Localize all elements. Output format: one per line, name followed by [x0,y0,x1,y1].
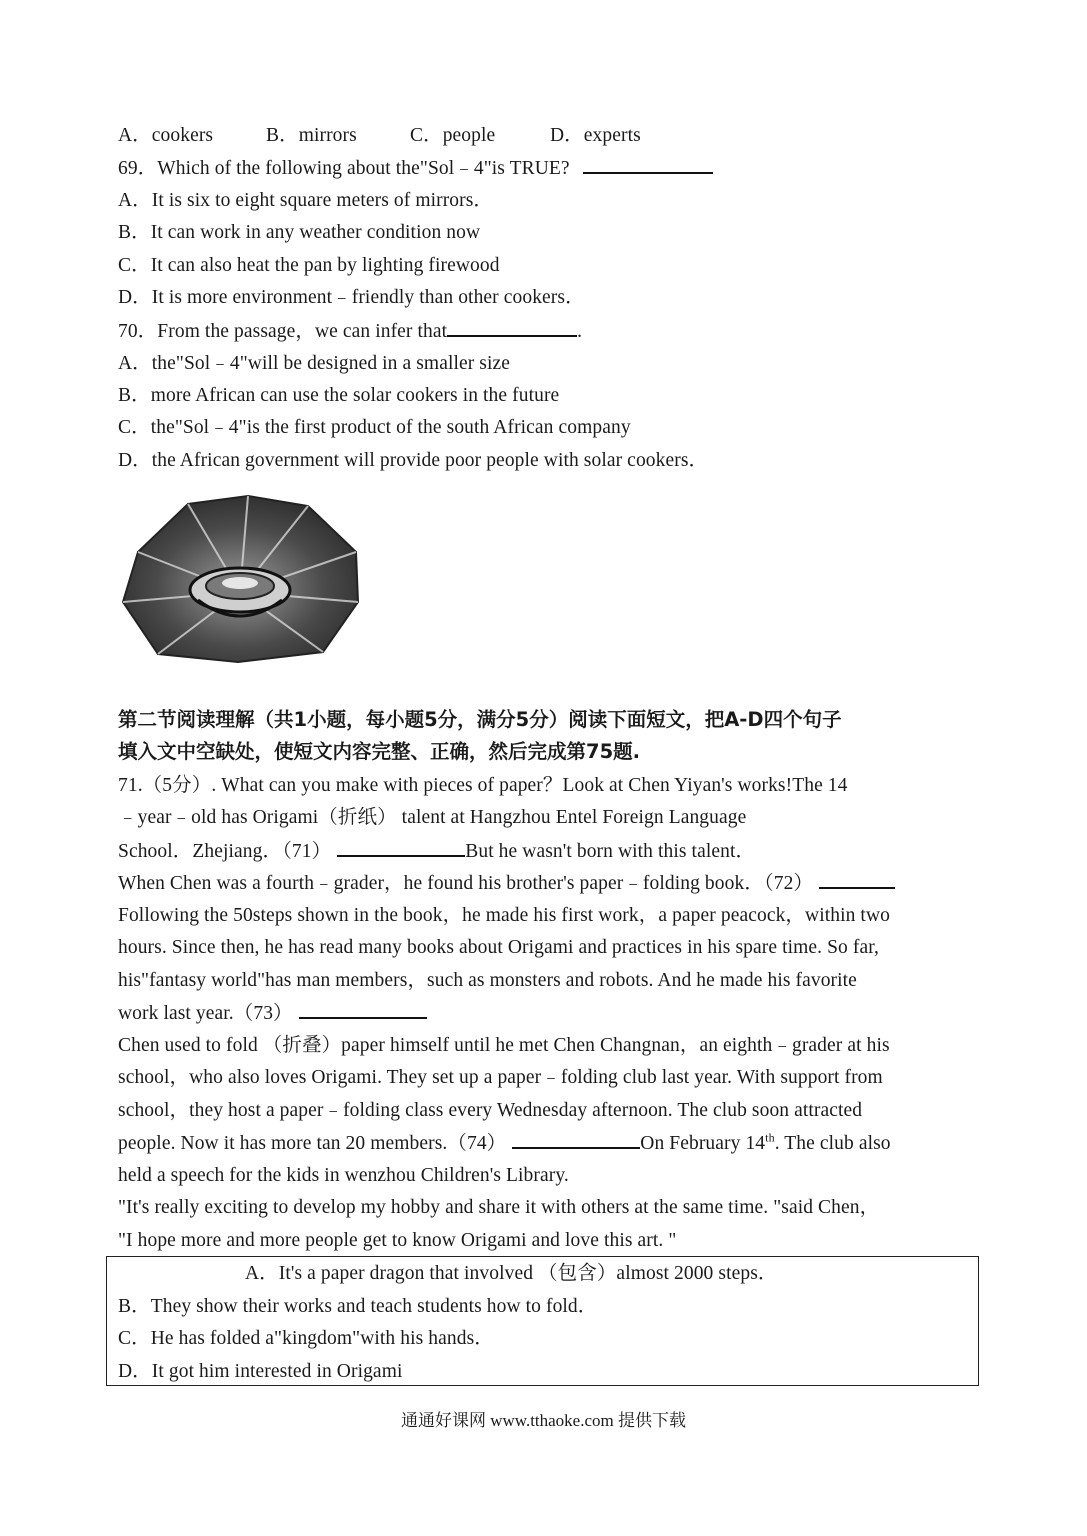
section-heading-line1: 第二节阅读理解（共1小题，每小题5分，满分5分）阅读下面短文，把A-D四个句子 [118,708,842,731]
q70-answer-blank[interactable] [447,319,577,337]
q69-stem: 69．Which of the following about the"Sol﹣4"is TRUE? [118,156,713,181]
q70-stem: 70．From the passage，we can infer that . [118,321,583,342]
q68-option-a: A．cookers [118,125,214,146]
passage-line-11: school，they host a paper﹣folding class every Wednesday afternoon. The club soon attracted [118,1100,863,1121]
q69-answer-blank[interactable] [583,156,713,174]
q68-option-b: B．mirrors [266,125,357,146]
blank-72[interactable] [819,871,895,889]
q70-option-b: B．more African can use the solar cookers in the future [118,385,560,406]
passage-line-4: When Chen was a fourth﹣grader，he found his brother's paper﹣folding book．（72） [118,871,895,896]
section-heading-line2: 填入文中空缺处，使短文内容完整、正确，然后完成第75题. [118,740,641,763]
answer-option-b: B．They show their works and teach students how to fold． [118,1296,598,1317]
q69-option-d: D．It is more environment﹣friendly than other cookers． [118,287,585,308]
passage-line-2: ﹣year﹣old has Origami（折纸） talent at Hangzhou Entel Foreign Language [118,807,747,828]
q70-option-c: C．the"Sol﹣4"is the first product of the south African company [118,417,631,438]
blank-74[interactable] [512,1131,640,1149]
q69-option-b: B．It can work in any weather condition now [118,222,481,243]
blank-73[interactable] [299,1001,427,1019]
passage-line-1: 71.（5分）. What can you make with pieces of paper？Look at Chen Yiyan's works!The 14 [118,775,848,796]
passage-line-14: "It's really exciting to develop my hobby and share it with others at the same time. "said Chen， [118,1197,880,1218]
passage-line-12: people. Now it has more tan 20 members.（74） On February 14th. The club also [118,1130,891,1154]
page-footer: 通通好课网 www.tthaoke.com 提供下载 [400,1411,687,1430]
passage-line-15: "I hope more and more people get to know Origami and love this art. " [118,1230,677,1251]
solar-cooker-image [118,482,363,664]
q68-option-c: C．people [410,125,496,146]
passage-line-5: Following the 50steps shown in the book，he made his first work，a paper peacock，within two [118,905,890,926]
passage-line-3: School．Zhejiang．（71） But he wasn't born with this talent． [118,841,756,862]
passage-line-13: held a speech for the kids in wenzhou Children's Library. [118,1165,569,1186]
q69-option-c: C．It can also heat the pan by lighting firewood [118,255,500,276]
passage-line-10: school，who also loves Origami. They set up a paper﹣folding club last year. With support from [118,1067,883,1088]
passage-line-9: Chen used to fold （折叠）paper himself until he met Chen Changnan，an eighth﹣grader at his [118,1035,890,1056]
q70-option-d: D．the African government will provide poor people with solar cookers． [118,450,709,471]
answer-option-c: C．He has folded a"kingdom"with his hands． [118,1328,494,1349]
blank-71[interactable] [337,839,465,857]
passage-line-8: work last year.（73） [118,1001,427,1026]
q68-option-d: D．experts [550,125,641,146]
passage-line-6: hours. Since then, he has read many books about Origami and practices in his spare time. So far, [118,937,879,958]
q70-option-a: A．the"Sol﹣4"will be designed in a smaller size [118,353,511,374]
answer-options-box [106,1256,979,1386]
answer-option-d: D．It got him interested in Origami [118,1361,403,1382]
passage-line-7: his"fantasy world"has man members，such as monsters and robots. And he made his favorite [118,970,857,991]
q68-options [118,124,641,148]
answer-option-a: A．It's a paper dragon that involved （包含）almost 2000 steps． [245,1263,778,1284]
q69-option-a: A．It is six to eight square meters of mirrors． [118,190,494,211]
